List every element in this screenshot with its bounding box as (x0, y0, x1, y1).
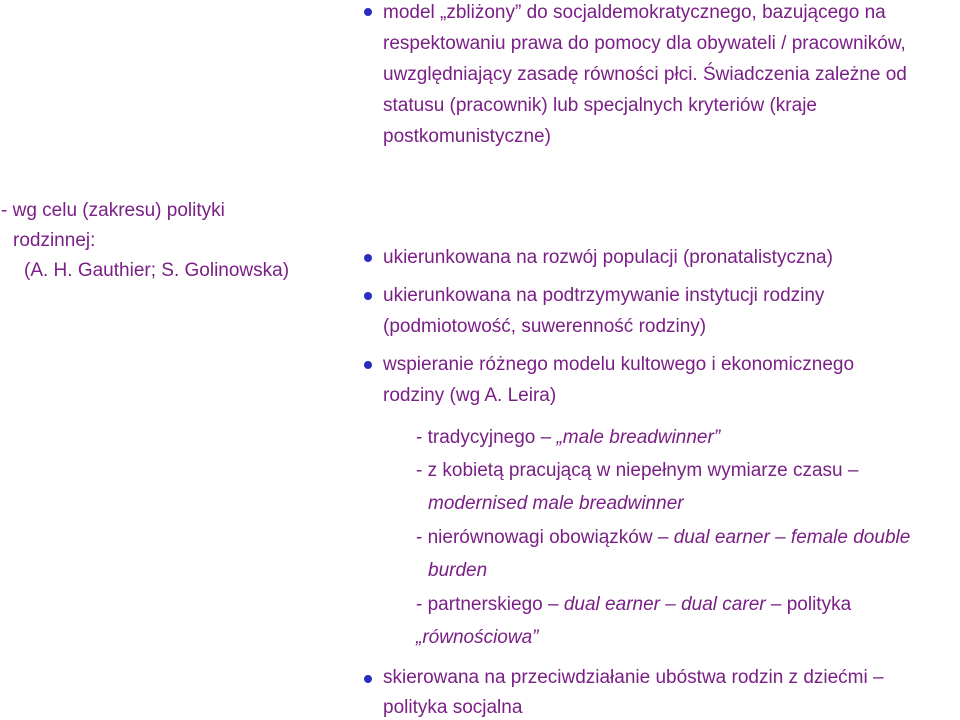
subitem-text (416, 427, 720, 449)
bullet-text: wspieranie różnego modelu kultowego i ekonomicznego (383, 354, 855, 375)
subitem-italic: modernised male breadwinner (428, 493, 684, 514)
bullet-marker (364, 254, 372, 262)
bullet-text: rodziny (wg A. Leira) (383, 385, 557, 406)
bullet-text: skierowana na przeciwdziałanie ubóstwa rodzin z dziećmi – (383, 667, 884, 688)
subitem-text (416, 527, 910, 549)
bullet-text: ukierunkowana na podtrzymywanie instytucji rodziny (383, 285, 825, 306)
bullet-text: ukierunkowana na rozwój populacji (pronatalistyczna) (383, 247, 833, 268)
bullet-text: polityka socjalna (383, 697, 523, 718)
bullet-marker (364, 8, 372, 16)
subitem-italic: dual earner – dual carer (563, 594, 766, 615)
top-text-line: uwzględniający zasadę równości płci. Świadczenia zależne od (383, 64, 907, 85)
top-text-line: model „zbliżony” do socjaldemokratycznego, bazującego na (383, 2, 886, 23)
subitem-prefix: - nierównowagi obowiązków – (416, 527, 674, 548)
bullet-marker (364, 361, 372, 369)
subitem-italic: „równościowa” (416, 627, 539, 648)
subitem-prefix: - tradycyjnego – (416, 427, 557, 448)
top-text-line: statusu (pracownik) lub specjalnych kryteriów (kraje (383, 95, 817, 116)
bullet-marker (364, 675, 372, 683)
section-heading: - wg celu (zakresu) polityki (1, 200, 225, 221)
bullet-marker (364, 292, 372, 300)
subitem-text (416, 594, 851, 616)
top-text-line: postkomunistyczne) (383, 126, 551, 147)
subitem-text: - z kobietą pracującą w niepełnym wymiarze czasu – (416, 460, 859, 481)
subitem-prefix: - partnerskiego – (416, 594, 564, 615)
subitem-italic: burden (428, 560, 488, 581)
section-source: (A. H. Gauthier; S. Golinowska) (24, 260, 290, 281)
subitem-italic: dual earner – female double (673, 527, 911, 548)
subitem-suffix: – polityka (765, 594, 852, 615)
subitem-italic: „male breadwinner” (556, 427, 721, 448)
top-text-line: respektowaniu prawa do pomocy dla obywateli / pracowników, (383, 33, 906, 54)
section-heading: rodzinnej: (13, 230, 96, 251)
bullet-text: (podmiotowość, suwerenność rodziny) (383, 316, 707, 337)
